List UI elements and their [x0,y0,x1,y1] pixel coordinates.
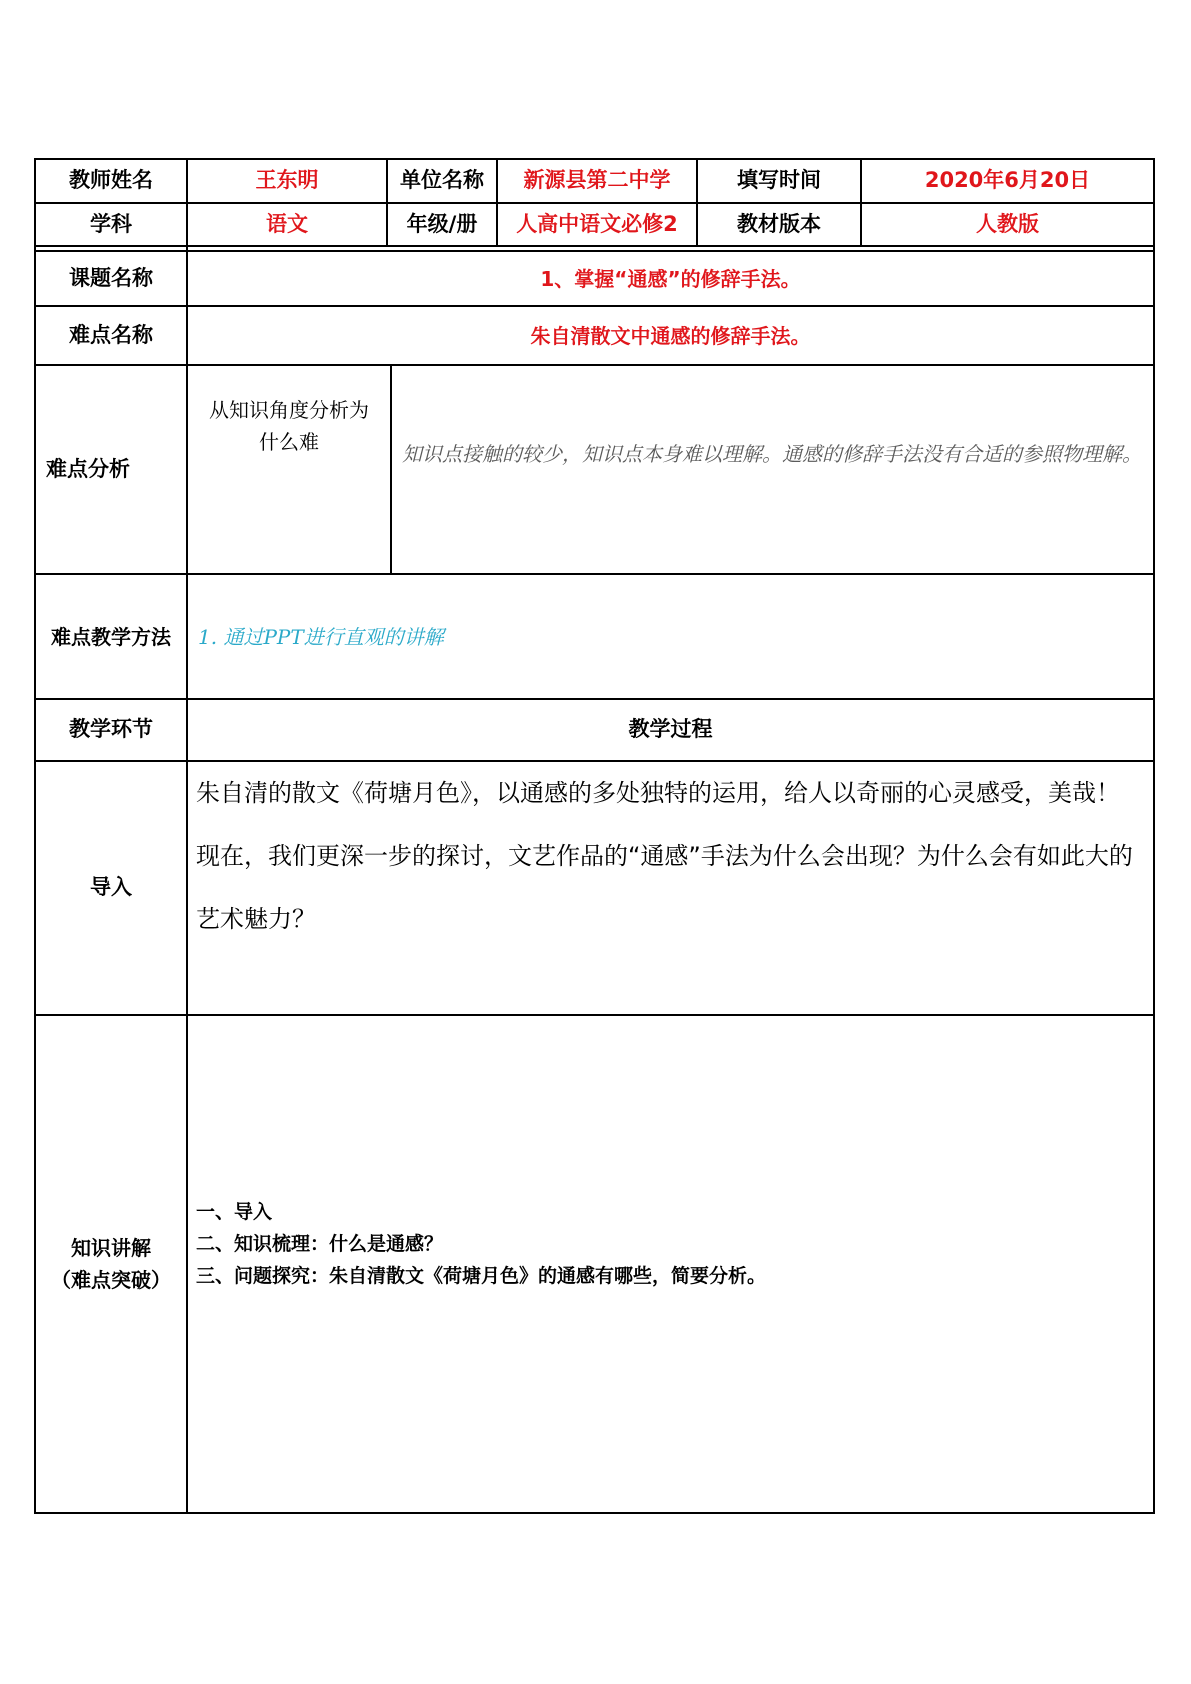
intro-content [196,762,1146,951]
knowledge-label-line: 知识讲解 [71,1236,151,1260]
unit-name-value: 新源县第二中学 [523,168,671,193]
unit-name-label: 单位名称 [400,168,484,193]
analysis-sub-label: 从知识角度分析为什么难 [209,398,369,454]
knowledge-list [196,1196,766,1292]
process-section-value: 教学过程 [628,717,713,742]
edition-label: 教材版本 [737,211,821,236]
analysis-label: 难点分析 [46,456,130,481]
method-label: 难点教学方法 [51,624,171,649]
knowledge-label-line: （难点突破） [51,1268,171,1292]
teacher-name-label: 教师姓名 [69,168,153,193]
topic-label: 课题名称 [69,265,153,290]
method-text: 1. 通过PPT进行直观的讲解 [198,624,444,649]
difficulty-label: 难点名称 [69,322,153,347]
analysis-text: 知识点接触的较少，知识点本身难以理解。通感的修辞手法没有合适的参照物理解。 [402,442,1142,466]
grade-label: 年级/册 [406,211,478,236]
list-item: 二、知识梳理：什么是通感？ [196,1233,444,1255]
grade-value: 人高中语文必修2 [516,211,678,236]
teacher-name-value: 王东明 [255,168,319,193]
intro-label: 导入 [90,875,132,900]
difficulty-value: 朱自清散文中通感的修辞手法。 [530,323,811,348]
list-item: 三、问题探究：朱自清散文《荷塘月色》的通感有哪些，简要分析。 [196,1265,767,1287]
row-divider [34,245,1155,247]
process-section-label: 教学环节 [69,717,153,742]
subject-value: 语文 [266,211,308,236]
intro-paragraph: 现在，我们更深一步的探讨，文艺作品的“通感”手法为什么会出现？为什么会有如此大的艺术魅力？ [196,842,1133,933]
subject-label: 学科 [90,211,132,236]
fill-date-value: 2020年6月20日 [924,168,1091,193]
row-divider [34,1014,1155,1016]
fill-date-label: 填写时间 [737,168,821,193]
edition-value: 人教版 [976,211,1039,236]
list-item: 一、导入 [196,1201,273,1223]
intro-paragraph: 朱自清的散文《荷塘月色》，以通感的多处独特的运用，给人以奇丽的心灵感受，美哉！ [196,779,1120,807]
column-divider [390,364,392,574]
topic-value: 1、掌握“通感”的修辞手法。 [540,266,801,291]
knowledge-label [36,1016,186,1512]
